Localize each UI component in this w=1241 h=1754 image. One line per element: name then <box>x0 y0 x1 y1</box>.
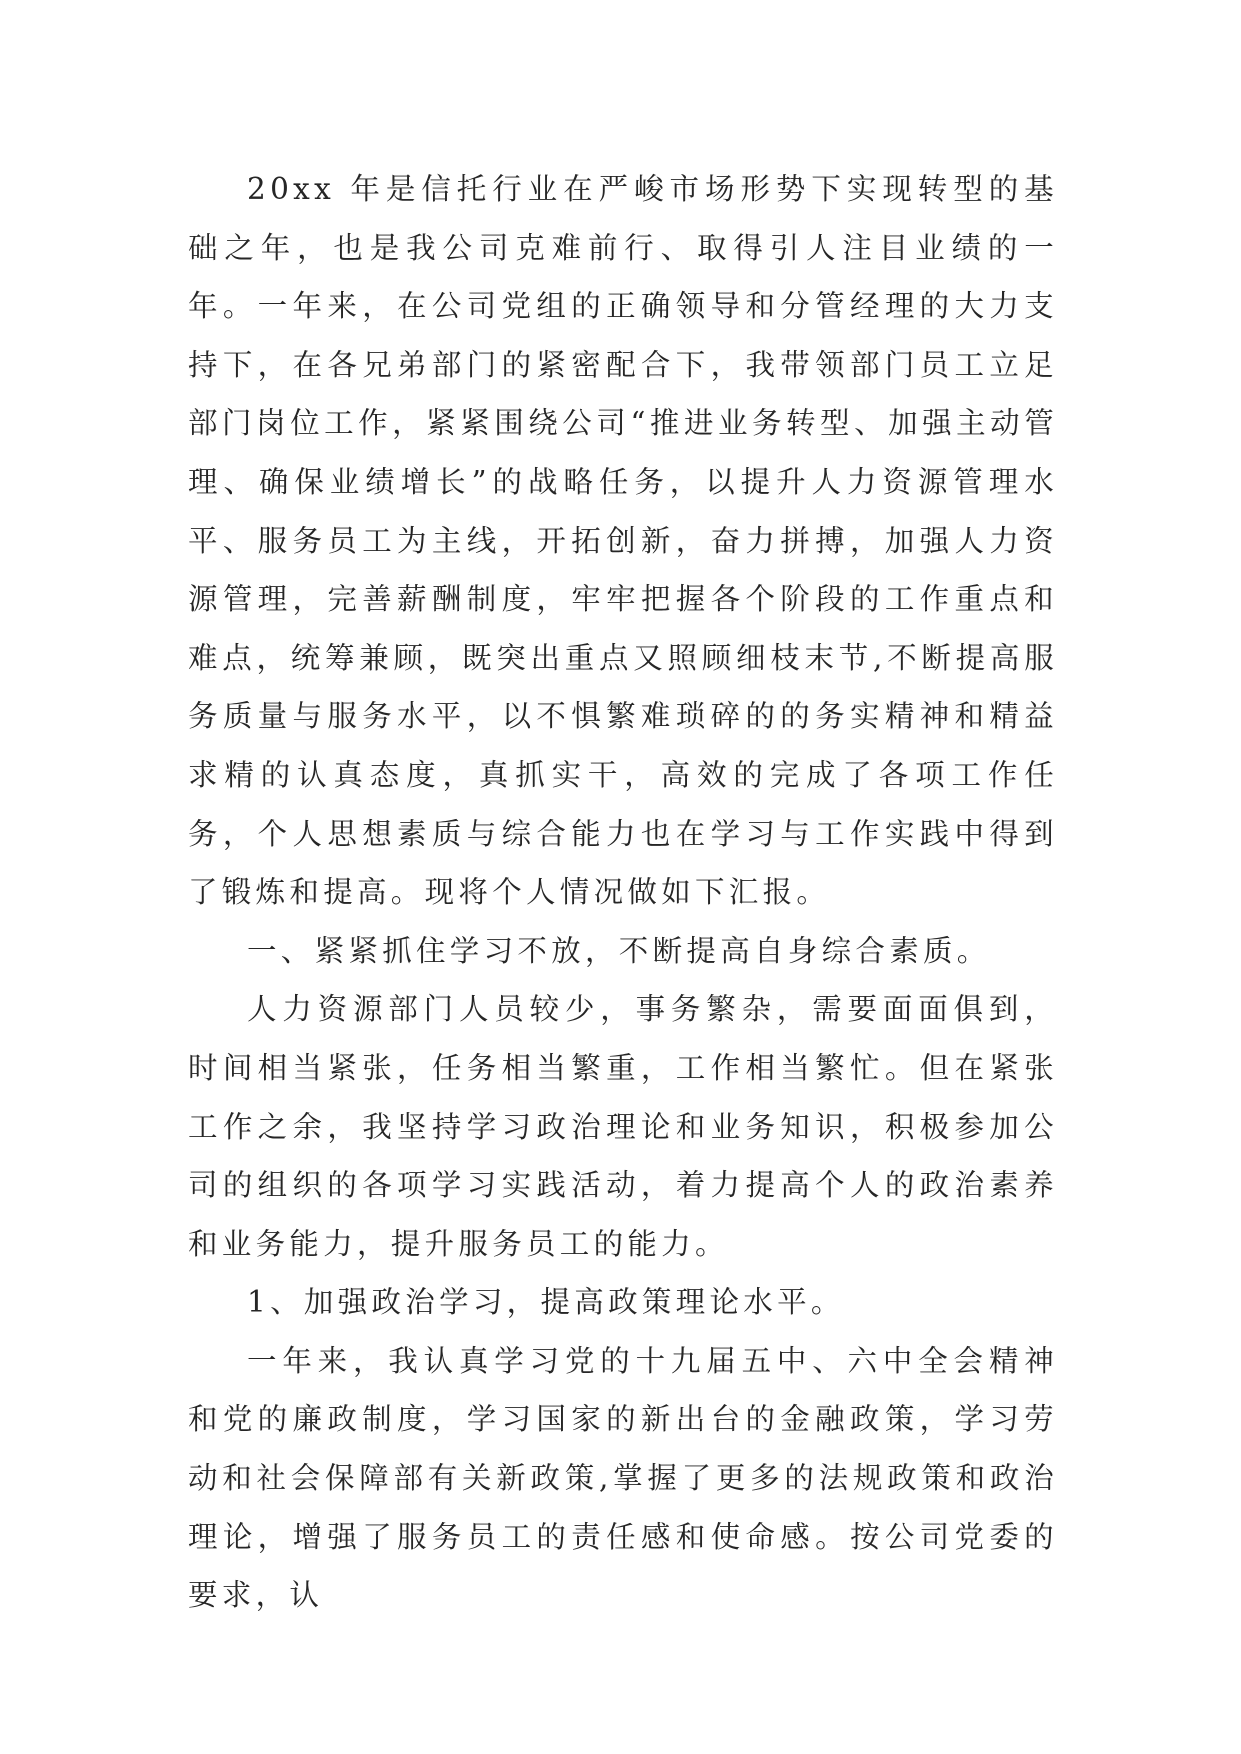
subsection-heading-1: 1、加强政治学习，提高政策理论水平。 <box>247 1285 845 1320</box>
section-heading-1: 一、紧紧抓住学习不放，不断提高自身综合素质。 <box>247 933 991 968</box>
paragraph-section-1: 人力资源部门人员较少，事务繁杂，需要面面俱到，时间相当紧张，任务相当繁重，工作相当繁忙。但在紧张工作之余，我坚持学习政治理论和业务知识，积极参加公司的组织的各项学习实践活动，着力提高个人的政治素养和业务能力，提升服务员工的能力。 <box>188 992 1058 1261</box>
paragraph-subsection-1: 一年来，我认真学习党的十九届五中、六中全会精神和党的廉政制度，学习国家的新出台的金融政策，学习劳动和社会保障部有关新政策,掌握了更多的法规政策和政治理论，增强了服务员工的责任感和使命感。按公司党委的要求，认 <box>188 1343 1058 1613</box>
paragraph-intro: 20xx 年是信托行业在严峻市场形势下实现转型的基础之年，也是我公司克难前行、取得引人注目业绩的一年。一年来，在公司党组的正确领导和分管经理的大力支持下，在各兄弟部门的紧密配合下，我带领部门员工立足部门岗位工作，紧紧围绕公司“推进业务转型、加强主动管理、确保业绩增长”的战略任务，以提升人力资源管理水平、服务员工为主线，开拓创新，奋力拼搏，加强人力资源管理，完善薪酬制度，牢牢把握各个阶段的工作重点和难点，统筹兼顾，既突出重点又照顾细枝末节,不断提高服务质量与服务水平，以不惧繁难琐碎的的务实精神和精益求精的认真态度，真抓实干，高效的完成了各项工作任务，个人思想素质与综合能力也在学习与工作实践中得到了锻炼和提高。现将个人情况做如下汇报。 <box>188 172 1058 910</box>
document-body <box>188 160 1058 1625</box>
